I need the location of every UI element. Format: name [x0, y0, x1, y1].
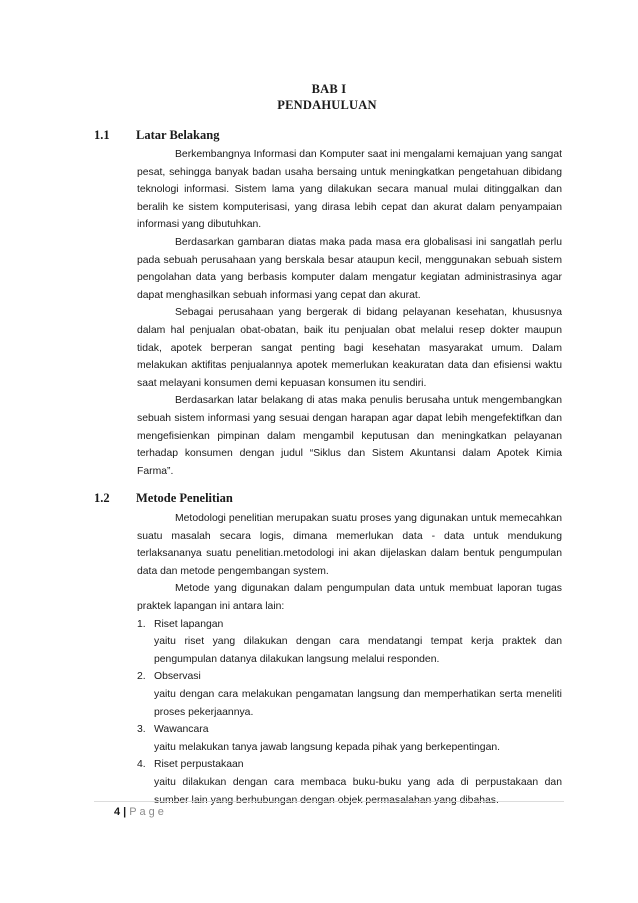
- method-title: Wawancara: [154, 724, 209, 736]
- chapter-title: PENDAHULUAN: [277, 98, 377, 112]
- method-item: [137, 616, 562, 669]
- paragraph: Berkembangnya Informasi dan Komputer saat ini mengalami kemajuan yang sangat pesat, sehingga banyak badan usaha bersaing untuk meningkatkan pengetahuan dibidang teknologi informasi. Sistem lama yang dilakukan secara manual mulai ditinggalkan dan beralih ke sistem komputerisasi, yang dirasa lebih cepat dan akurat dalam penyampaian informasi yang dibutuhkan.: [137, 149, 562, 231]
- footer-separator: |: [123, 806, 127, 818]
- method-item: [137, 721, 562, 756]
- section-number: 1.2: [94, 491, 110, 505]
- page-label: Page: [129, 806, 167, 818]
- method-title: Observasi: [154, 671, 201, 683]
- method-description: yaitu dilakukan dengan cara membaca buku-buku yang ada di perpustakaan dan sumber lain yang berhubungan dengan objek permasalahan yang dibahas.: [154, 776, 562, 806]
- page-footer: [114, 806, 167, 818]
- section-body-latar-belakang: [137, 146, 562, 480]
- chapter-label: BAB I: [311, 82, 347, 96]
- method-item: [137, 668, 562, 721]
- method-title: Riset lapangan: [154, 618, 224, 630]
- method-list: [137, 616, 562, 810]
- section-title: Latar Belakang: [136, 128, 220, 142]
- paragraph: Berdasarkan gambaran diatas maka pada masa era globalisasi ini sangatlah perlu pada sebuah perusahaan yang berskala besar ataupun kecil, menggunakan sebuah sistem pengolahan data yang berbasis komputer dalam mengatur kegiatan administrasinya agar dapat menghasilkan sebuah informasi yang cepat dan akurat.: [137, 236, 562, 301]
- page-number: 4: [114, 806, 121, 818]
- method-number: 3.: [137, 724, 146, 736]
- paragraph: Metode yang digunakan dalam pengumpulan data untuk membuat laporan tugas praktek lapangan ini antara lain:: [137, 583, 562, 612]
- method-description: yaitu melakukan tanya jawab langsung kepada pihak yang berkepentingan.: [154, 741, 501, 753]
- method-number: 1.: [137, 618, 146, 630]
- footer-divider: [94, 801, 564, 802]
- paragraph: Sebagai perusahaan yang bergerak di bidang pelayanan kesehatan, khususnya dalam hal penjualan obat-obatan, baik itu penjualan obat melalui resep dokter maupun tidak, apotek berperan sangat penting bagi kesehatan masyarakat umum. Dalam melakukan aktifitas penjualannya apotek memerlukan keakuratan data dan efisiensi waktu saat melayani konsumen demi kepuasan konsumen itu sendiri.: [137, 307, 562, 389]
- paragraph: Berdasarkan latar belakang di atas maka penulis berusaha untuk mengembangkan sebuah sistem informasi yang sesuai dengan harapan agar dapat lebih mengefektifkan dan mengefisienkan pimpinan dalam mengambil keputusan dan meningkatkan pelayanan terhadap konsumen dengan judul “Siklus dan Sistem Akuntansi dalam Apotek Kimia Farma”.: [137, 395, 562, 477]
- section-number: 1.1: [94, 128, 110, 142]
- method-number: 2.: [137, 671, 146, 683]
- section-body-metode-penelitian: [137, 510, 562, 809]
- method-description: yaitu riset yang dilakukan dengan cara mendatangi tempat kerja praktek dan pengumpulan datanya dilakukan langsung melalui responden.: [154, 636, 562, 665]
- method-number: 4.: [137, 759, 146, 771]
- paragraph: Metodologi penelitian merupakan suatu proses yang digunakan untuk memecahkan suatu masalah secara logis, dimana memerlukan data - data untuk mendukung terlaksananya suatu penelitian.metodologi ini akan dijelaskan dalam bentuk pengumpulan data dan metode pengembangan system.: [137, 513, 562, 577]
- method-title: Riset perpustakaan: [154, 759, 244, 771]
- section-title: Metode Penelitian: [136, 491, 233, 505]
- method-description: yaitu dengan cara melakukan pengamatan langsung dan memperhatikan serta meneliti proses pekerjaannya.: [154, 688, 562, 718]
